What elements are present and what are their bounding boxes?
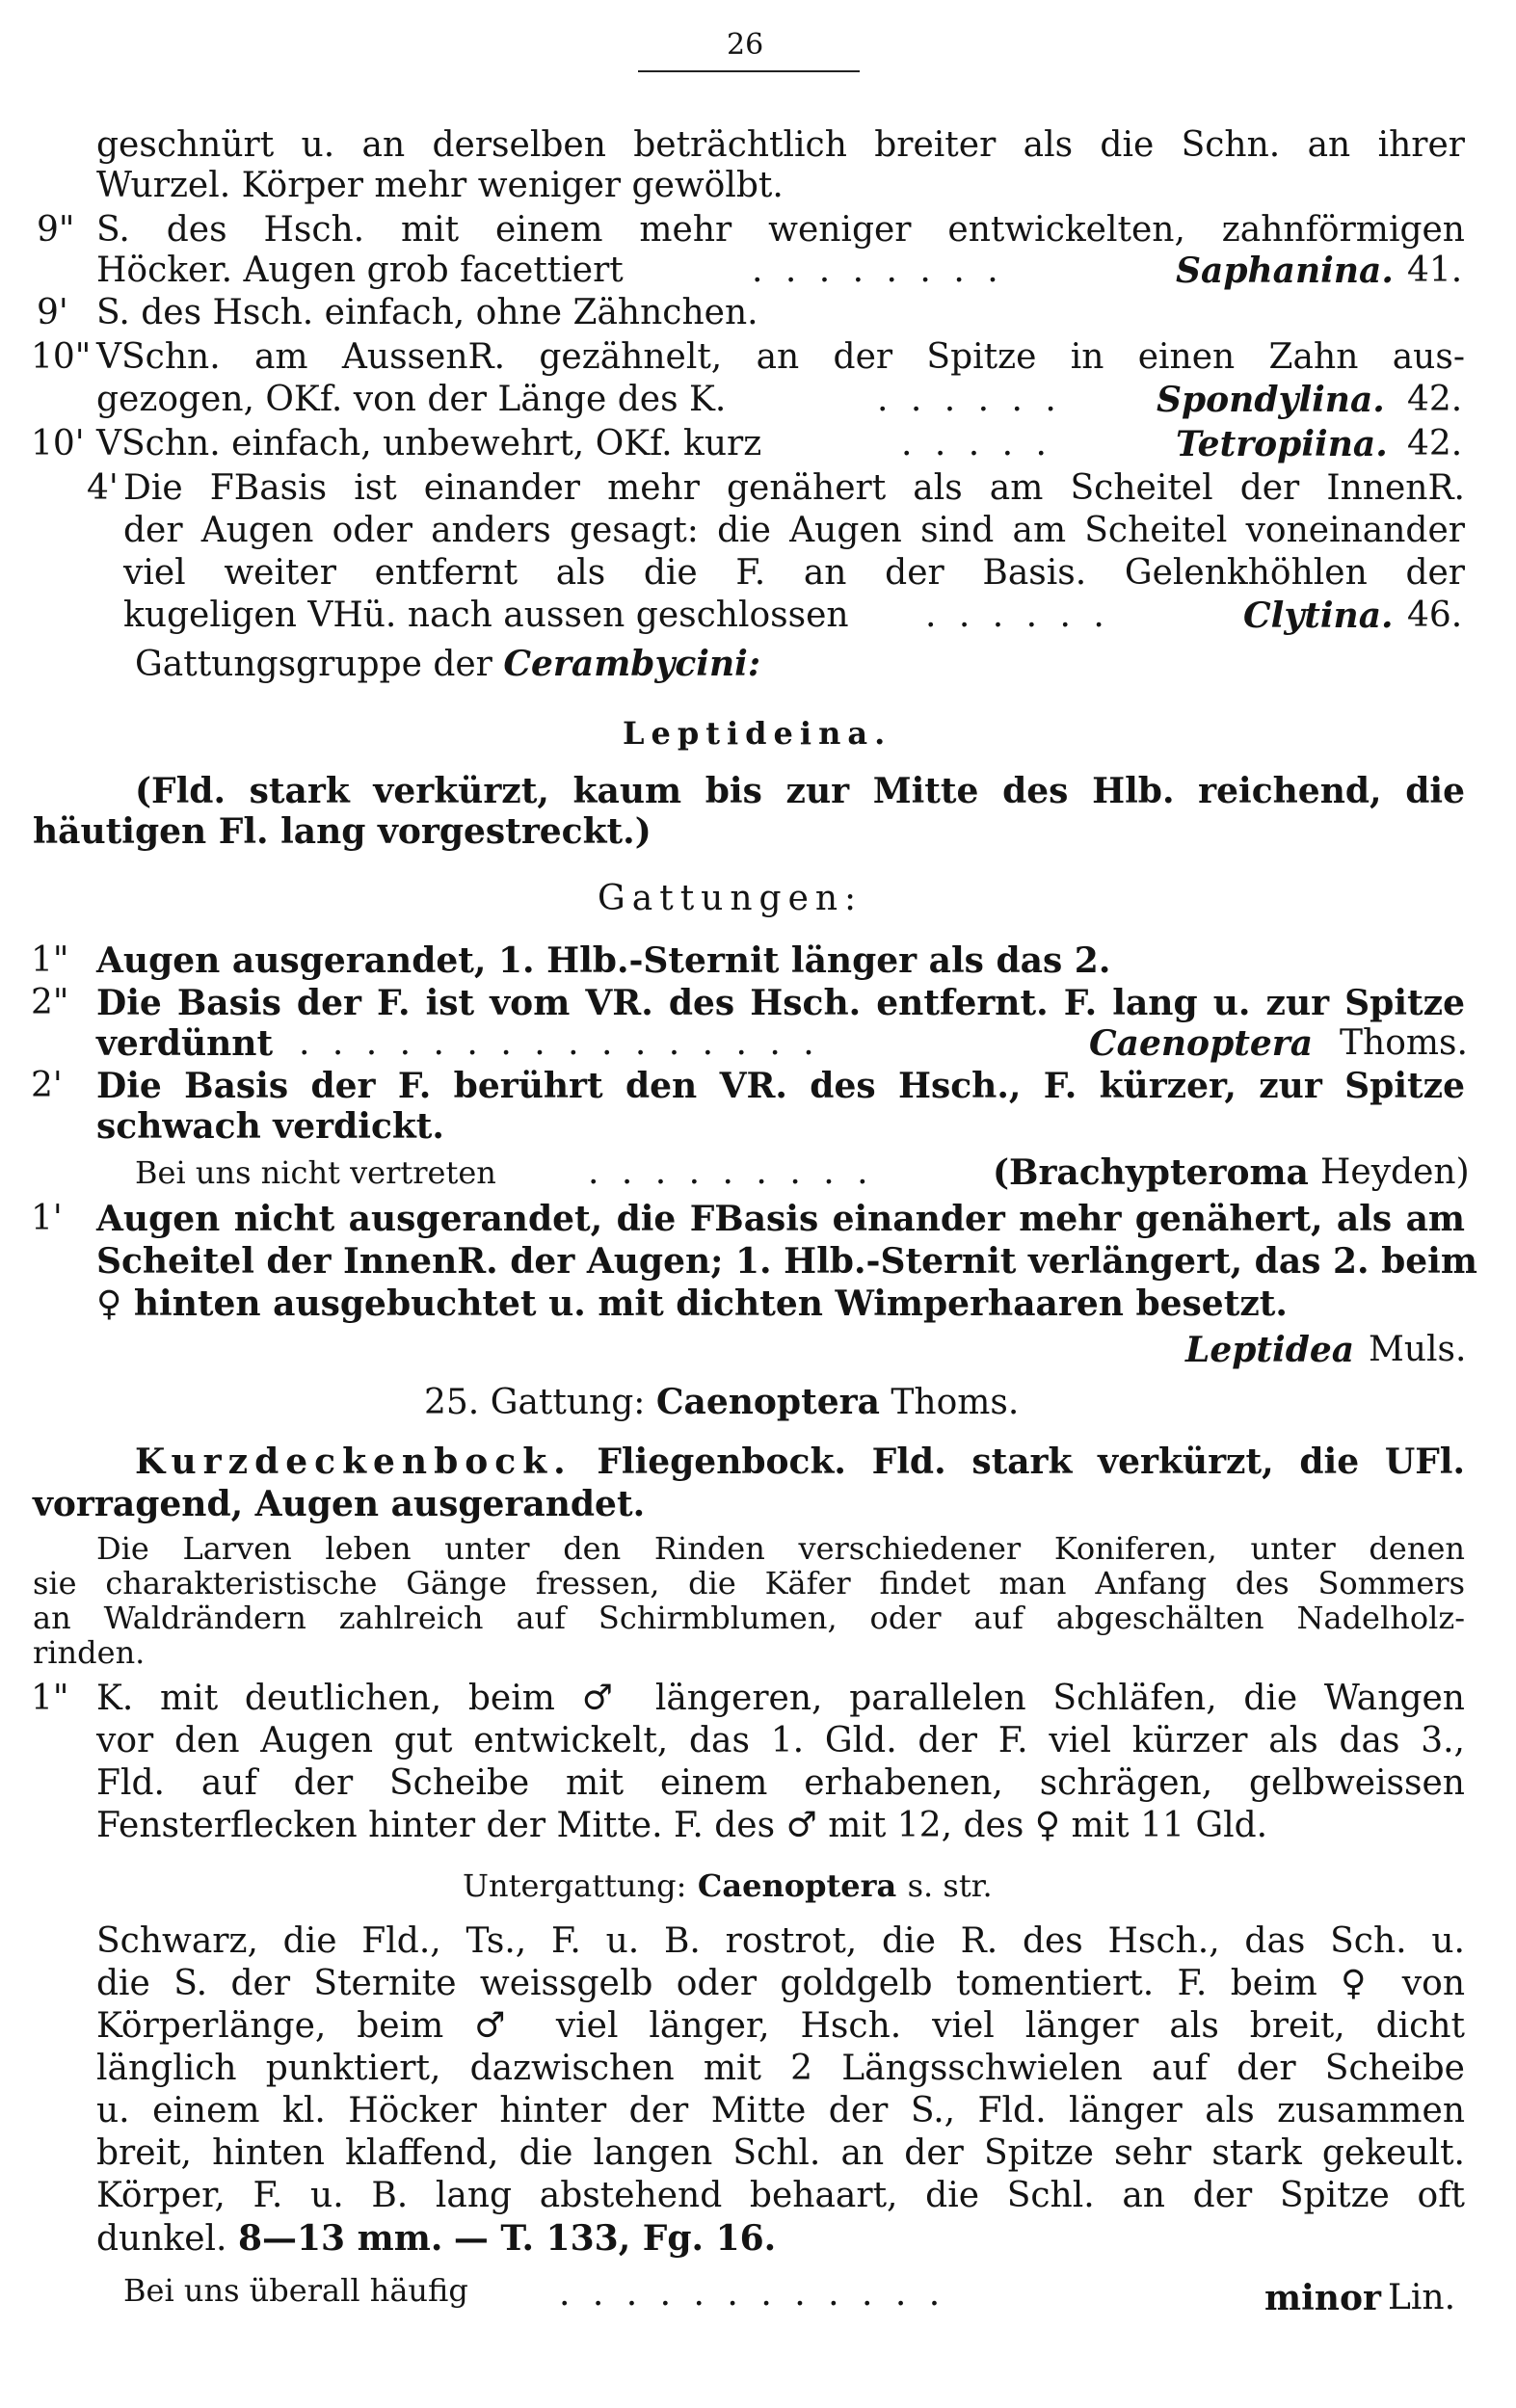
couplet-text: Höcker. Augen grob facettiert — [96, 251, 624, 290]
couplet-text: S. des Hsch. mit einem mehr weniger entwickelten, zahnförmigen — [96, 210, 1465, 250]
couplet-text: viel weiter entfernt als die F. an der Basis. Gelenkhöhlen der — [123, 553, 1465, 593]
couplet-text: VSchn. einfach, unbewehrt, OKf. kurz — [96, 424, 762, 463]
subgenus-prefix: Untergattung: — [463, 1867, 687, 1904]
page-reference: 41. — [1407, 251, 1463, 290]
couplet-number: 9' — [37, 293, 68, 332]
page-number: 26 — [727, 28, 764, 62]
distribution-note: Bei uns nicht vertreten — [135, 1154, 496, 1191]
leader-dots: . . . . . . — [877, 380, 1062, 419]
leader-dots: . . . . . . . . — [752, 251, 1004, 290]
taxon-name: Leptidea — [1185, 1330, 1355, 1370]
couplet-text: VSchn. am AussenR. gezähnelt, an der Spitze in einen Zahn aus- — [96, 337, 1465, 377]
key-text: K. mit deutlichen, beim ♂ längeren, parallelen Schläfen, die Wangen — [96, 1679, 1465, 1718]
text-line: Wurzel. Körper mehr weniger gewölbt. — [96, 166, 784, 205]
species-description — [96, 2218, 776, 2260]
larvae-note: sie charakteristische Gänge fressen, die Käfer findet man Anfang des Sommers — [33, 1565, 1465, 1601]
couplet-text: Die FBasis ist einander mehr genähert als am Scheitel der InnenR. — [123, 468, 1465, 508]
genus-description — [135, 1442, 1465, 1483]
page-reference: 42. — [1407, 424, 1463, 463]
key-number: 1" — [31, 940, 69, 980]
key-number: 1' — [31, 1199, 63, 1238]
key-text: Fld. auf der Scheibe mit einem erhabenen, schrägen, gelbweissen — [96, 1763, 1465, 1803]
key-text: Augen nicht ausgerandet, die FBasis einander mehr genähert, als am — [96, 1199, 1465, 1239]
genus-description-rest: Fliegenbock. Fld. stark verkürzt, die UFl. — [597, 1442, 1465, 1482]
species-description: länglich punktiert, dazwischen mit 2 Längsschwielen auf der Scheibe — [96, 2049, 1465, 2088]
vernacular-name: Kurzdeckenbock. — [135, 1442, 572, 1482]
genus-number: 25. Gattung: — [424, 1383, 646, 1422]
species-description: Körper, F. u. B. lang abstehend behaart, die Schl. an der Spitze oft — [96, 2176, 1465, 2215]
species-description: Körperlänge, beim ♂ viel länger, Hsch. viel länger als breit, dicht — [96, 2006, 1465, 2046]
key-number: 2" — [31, 983, 69, 1022]
larvae-note: an Waldrändern zahlreich auf Schirmblumen, oder auf abgeschälten Nadelholz- — [33, 1600, 1465, 1636]
genus-heading — [424, 1382, 1019, 1423]
taxon-name: Clytina. — [1243, 595, 1394, 636]
key-text: Scheitel der InnenR. der Augen; 1. Hlb.-Sternit verlängert, das 2. beim — [96, 1241, 1477, 1282]
key-text: ♀ hinten ausgebuchtet u. mit dichten Wimperhaaren besetzt. — [96, 1283, 1288, 1324]
key-number: 1" — [31, 1679, 69, 1718]
group-heading — [135, 644, 760, 685]
taxon-name: Spondylina. — [1157, 380, 1385, 420]
species-description: breit, hinten klaffend, die langen Schl. an der Spitze sehr stark gekeult. — [96, 2133, 1465, 2173]
header-rule — [638, 70, 860, 72]
couplet-number: 4' — [87, 468, 119, 508]
key-text: verdünnt — [96, 1023, 274, 1064]
key-text: Fensterflecken hinter der Mitte. F. des ♂ mit 12, des ♀ mit 11 Gld. — [96, 1806, 1268, 1845]
couplet-text: der Augen oder anders gesagt: die Augen sind am Scheitel voneinander — [123, 511, 1465, 550]
taxon-name: Tetropiina. — [1176, 424, 1388, 464]
couplet-number: 9" — [37, 210, 75, 250]
species-description: Schwarz, die Fld., Ts., F. u. B. rostrot, die R. des Hsch., das Sch. u. — [96, 1921, 1465, 1961]
couplet-text: S. des Hsch. einfach, ohne Zähnchen. — [96, 293, 758, 332]
key-text: vor den Augen gut entwickelt, das 1. Gld. der F. viel kürzer als das 3., — [96, 1721, 1465, 1760]
text-line: geschnürt u. an derselben beträchtlich breiter als die Schn. an ihrer — [96, 125, 1465, 165]
body-size: 8—13 mm. — [237, 2218, 443, 2259]
leader-dots: . . . . . . . . . . . . . . . . — [299, 1023, 820, 1063]
subgenus-heading — [463, 1866, 993, 1906]
species-description: die S. der Sternite weissgelb oder goldgelb tomentiert. F. beim ♀ von — [96, 1964, 1465, 2003]
genus-description: vorragend, Augen ausgerandet. — [33, 1484, 646, 1524]
page-reference: 42. — [1407, 380, 1463, 419]
larvae-note: Die Larven leben unter den Rinden verschiedener Koniferen, unter denen — [96, 1530, 1465, 1567]
key-text: Die Basis der F. ist vom VR. des Hsch. entfernt. F. lang u. zur Spitze — [96, 983, 1465, 1023]
key-number: 2' — [31, 1066, 63, 1105]
leader-dots: . . . . . — [901, 424, 1052, 463]
plate-reference: — T. 133, Fg. 16. — [453, 2218, 777, 2259]
taxon-author: Thoms. — [1340, 1023, 1468, 1063]
description-end: dunkel. — [96, 2219, 227, 2259]
subtribe-heading: Leptideina. — [623, 715, 892, 752]
leader-dots: . . . . . . — [925, 595, 1110, 635]
subgenus-name: Caenoptera — [697, 1867, 897, 1904]
taxon-name: Caenoptera — [1089, 1023, 1314, 1064]
distribution-note: Bei uns überall häufig — [123, 2272, 468, 2309]
couplet-number: 10" — [31, 337, 92, 377]
taxon-name: (Brachypteroma — [993, 1152, 1309, 1193]
key-text: Augen ausgerandet, 1. Hlb.-Sternit länger als das 2. — [96, 940, 1111, 981]
larvae-note: rinden. — [33, 1634, 146, 1671]
couplet-number: 10' — [31, 424, 85, 463]
species-description: u. einem kl. Höcker hinter der Mitte der S., Fld. länger als zusammen — [96, 2091, 1465, 2130]
page-reference: 46. — [1407, 595, 1463, 635]
group-name: Cerambycini: — [503, 644, 761, 684]
taxon-name: Saphanina. — [1176, 251, 1394, 291]
subgenus-suffix: s. str. — [907, 1867, 993, 1904]
species-name: minor — [1264, 2278, 1381, 2318]
subtribe-description: (Fld. stark verkürzt, kaum bis zur Mitte des Hlb. reichend, die — [135, 771, 1465, 811]
taxon-author: Heyden) — [1320, 1152, 1470, 1192]
couplet-text: kugeligen VHü. nach aussen geschlossen — [123, 595, 849, 635]
key-text: Die Basis der F. berührt den VR. des Hsch., F. kürzer, zur Spitze — [96, 1066, 1465, 1106]
leader-dots: . . . . . . . . . — [588, 1152, 874, 1192]
couplet-text: gezogen, OKf. von der Länge des K. — [96, 380, 727, 419]
genera-heading: Gattungen: — [598, 879, 864, 918]
genus-author: Thoms. — [891, 1383, 1020, 1422]
leader-dots: . . . . . . . . . . . . — [559, 2274, 946, 2314]
subtribe-description: häutigen Fl. lang vorgestreckt.) — [33, 811, 652, 852]
taxon-author: Muls. — [1369, 1330, 1467, 1369]
species-author: Lin. — [1388, 2278, 1456, 2317]
group-prefix: Gattungsgruppe der — [135, 645, 492, 684]
genus-name: Caenoptera — [655, 1382, 880, 1422]
key-text: schwach verdickt. — [96, 1106, 444, 1147]
